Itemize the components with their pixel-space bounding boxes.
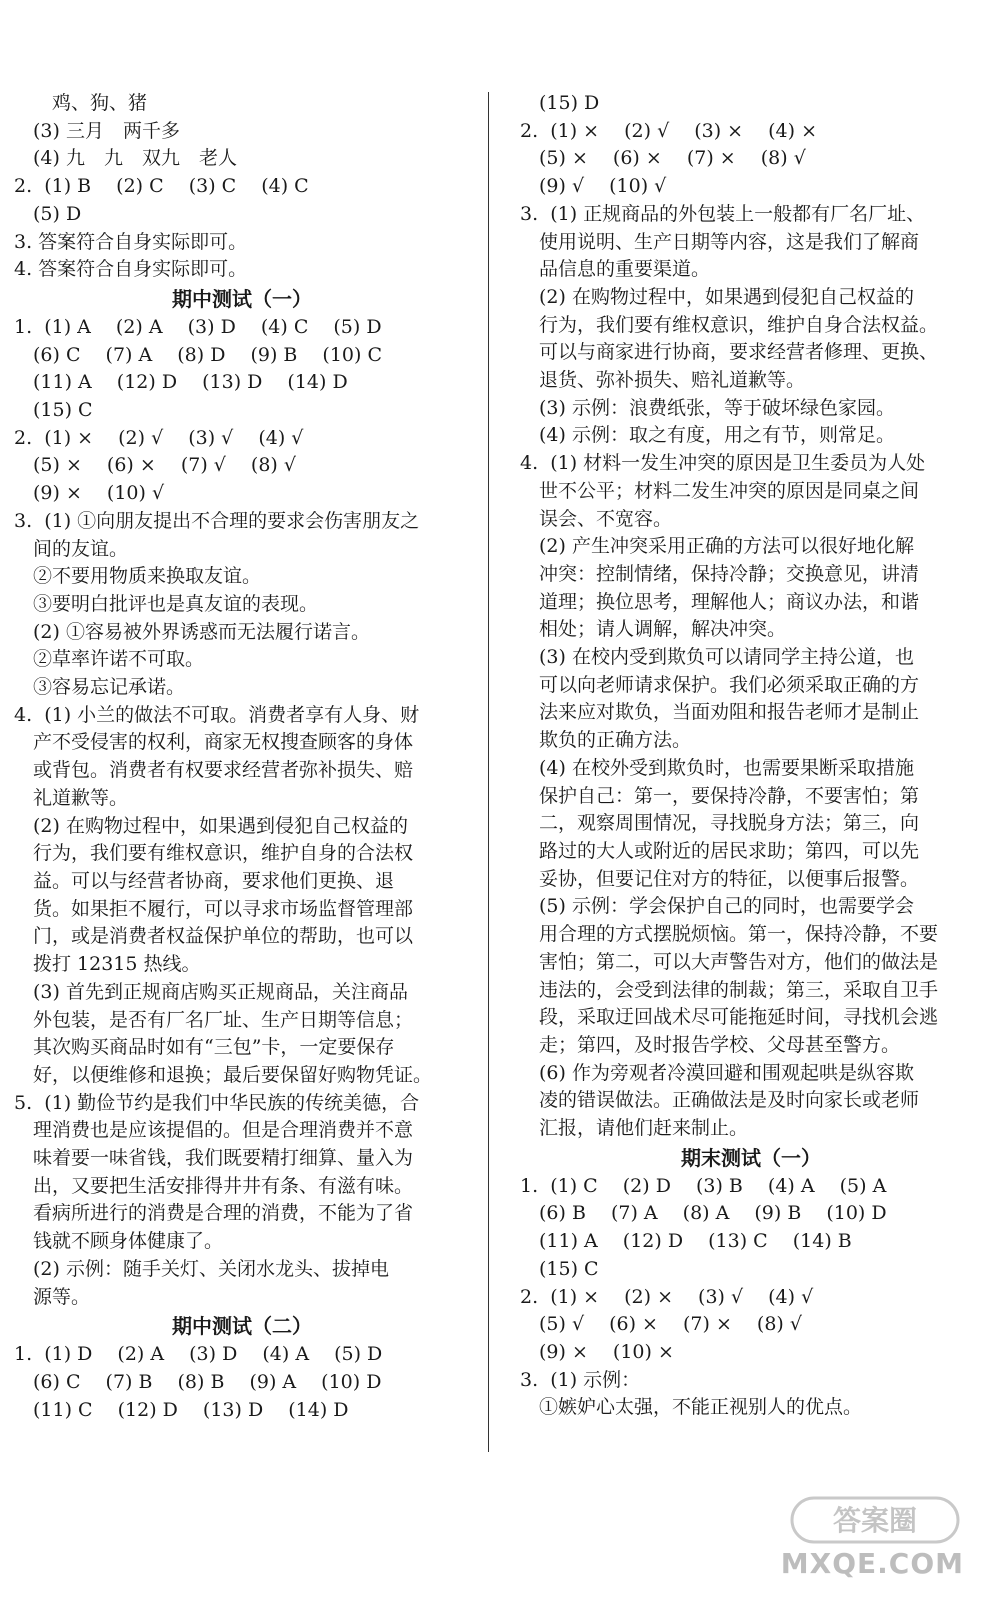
answer-line: 法来应对欺负，当面劝阻和报告老师才是制止 <box>520 701 920 724</box>
right-column <box>520 90 982 1422</box>
answer-line: (2) 产生冲突采用正确的方法可以很好地化解 <box>520 535 914 558</box>
answer-line: (3) 在校内受到欺负可以请同学主持公道，也 <box>520 646 914 669</box>
answer-line: (9) × (10) × <box>520 1340 674 1363</box>
answer-line: (6) B (7) A (8) A (9) B (10) D <box>520 1202 887 1225</box>
answer-line: ②草率许诺不可取。 <box>14 648 205 671</box>
answer-line: ①嫉妒心太强，不能正视别人的优点。 <box>520 1396 863 1419</box>
answer-line: ③容易忘记承诺。 <box>14 676 186 699</box>
answer-line: (5) D <box>14 202 82 225</box>
answer-line: 2. (1) × (2) √ (3) × (4) × <box>520 119 818 142</box>
answer-line: 段，采取迂回战术尽可能拖延时间，寻找机会逃 <box>520 1006 939 1029</box>
answer-line: 妥协，但要记住对方的特征，以便事后报警。 <box>520 867 920 890</box>
watermark-stamp-text: 答案圈 <box>832 1504 918 1537</box>
answer-line: 3. (1) 示例： <box>520 1368 641 1391</box>
left-column <box>14 90 470 1424</box>
answer-line: (5) × (6) × (7) × (8) √ <box>520 147 806 170</box>
answer-line: 世不公平；材料二发生冲突的原因是同桌之间 <box>520 479 920 502</box>
answer-line: 1. (1) D (2) A (3) D (4) A (5) D <box>14 1343 383 1366</box>
answer-line: 4. (1) 小兰的做法不可取。消费者享有人身、财 <box>14 703 420 726</box>
answer-line: (9) × (10) √ <box>14 482 165 505</box>
answer-line: 退货、弥补损失、赔礼道歉等。 <box>520 369 806 392</box>
answer-line: (9) √ (10) √ <box>520 175 667 198</box>
answer-line: (15) C <box>14 399 93 422</box>
answer-line: 钱就不顾身体健康了。 <box>14 1230 224 1253</box>
answer-line: 1. (1) C (2) D (3) B (4) A (5) A <box>520 1174 887 1197</box>
answer-line: (11) C (12) D (13) D (14) D <box>14 1398 349 1421</box>
answer-line: 3. 答案符合自身实际即可。 <box>14 230 248 253</box>
answer-line: 用合理的方式摆脱烦恼。第一，保持冷静，不要 <box>520 923 939 946</box>
answer-line: 路过的大人或附近的居民求助；第四，可以先 <box>520 839 920 862</box>
answer-line: 行为，我们要有维权意识，维护自身的合法权 <box>14 842 414 865</box>
answer-line: 产不受侵害的权利，商家无权搜查顾客的身体 <box>14 731 414 754</box>
answer-line: 好，以便维修和退换；最后要保留好购物凭证。 <box>14 1063 433 1086</box>
answer-line: (3) 示例：浪费纸张，等于破坏绿色家园。 <box>520 396 895 419</box>
answer-line: (2) 在购物过程中，如果遇到侵犯自己权益的 <box>14 814 408 837</box>
answer-line: (6) C (7) A (8) D (9) B (10) C <box>14 343 383 366</box>
answer-line: 5. (1) 勤俭节约是我们中华民族的传统美德，合 <box>14 1091 420 1114</box>
answer-line: 保护自己：第一，要保持冷静，不要害怕；第 <box>520 784 920 807</box>
answer-line: (2) 示例：随手关灯、关闭水龙头、拔掉电 <box>14 1257 389 1280</box>
answer-line: 鸡、狗、猪 <box>14 92 148 114</box>
answer-line: 4. 答案符合自身实际即可。 <box>14 258 248 281</box>
answer-line: 1. (1) A (2) A (3) D (4) C (5) D <box>14 315 382 338</box>
answer-line: 拨打 12315 热线。 <box>14 953 201 976</box>
answer-line: (4) 在校外受到欺负时，也需要果断采取措施 <box>520 756 914 779</box>
answer-line: 门，或是消费者权益保护单位的帮助，也可以 <box>14 925 414 948</box>
answer-line: 害怕；第二，可以大声警告对方，他们的做法是 <box>520 950 939 973</box>
answer-line: (11) A (12) D (13) D (14) D <box>14 371 348 394</box>
section-heading: 期末测试（一） <box>681 1145 821 1170</box>
answer-line: 凌的错误做法。正确做法是及时向家长或老师 <box>520 1089 920 1112</box>
answer-line: 使用说明、生产日期等内容，这是我们了解商 <box>520 230 920 253</box>
answer-line: 礼道歉等。 <box>14 786 129 809</box>
answer-line: 源等。 <box>14 1285 91 1308</box>
answer-line: 间的友谊。 <box>14 537 129 560</box>
answer-line: 看病所进行的消费是合理的消费，不能为了省 <box>14 1202 414 1225</box>
answer-line: 2. (1) × (2) √ (3) √ (4) √ <box>14 426 304 449</box>
answer-line: (5) √ (6) × (7) × (8) √ <box>520 1313 802 1336</box>
answer-line: (3) 首先到正规商店购买正规商品，关注商品 <box>14 980 408 1003</box>
answer-line: 3. (1) ①向朋友提出不合理的要求会伤害朋友之 <box>14 509 420 532</box>
answer-line: 出，又要把生活安排得井井有条、有滋有味。 <box>14 1174 414 1197</box>
answer-line: (15) C <box>520 1257 599 1280</box>
answer-line: (11) A (12) D (13) C (14) B <box>520 1230 852 1253</box>
column-divider <box>488 92 489 1452</box>
answer-line: 理消费也是应该提倡的。但是合理消费并不意 <box>14 1119 414 1142</box>
answer-line: 2. (1) × (2) × (3) √ (4) √ <box>520 1285 814 1308</box>
answer-line: 2. (1) B (2) C (3) C (4) C <box>14 175 309 198</box>
answer-line: 道理；换位思考，理解他人；商议办法，和谐 <box>520 590 920 613</box>
answer-line: 可以向老师请求保护。我们必须采取正确的方 <box>520 673 920 696</box>
answer-line: 3. (1) 正规商品的外包装上一般都有厂名厂址、 <box>520 202 926 225</box>
answer-line: 误会、不宽容。 <box>520 507 673 530</box>
answer-line: (4) 九 九 双九 老人 <box>14 147 237 170</box>
answer-line: (15) D <box>520 92 600 114</box>
answer-line: (6) C (7) B (8) B (9) A (10) D <box>14 1370 382 1393</box>
answer-line: 货。如果拒不履行，可以寻求市场监督管理部 <box>14 897 414 920</box>
answer-line: ③要明白批评也是真友谊的表现。 <box>14 592 319 615</box>
section-heading: 期中测试（一） <box>172 286 312 311</box>
answer-line: 4. (1) 材料一发生冲突的原因是卫生委员为人处 <box>520 452 926 475</box>
answer-line: (5) 示例：学会保护自己的同时，也需要学会 <box>520 895 914 918</box>
answer-line: 外包装，是否有厂名厂址、生产日期等信息； <box>14 1008 414 1031</box>
answer-line: 相处；请人调解，解决冲突。 <box>520 618 787 641</box>
answer-line: 冲突：控制情绪，保持冷静；交换意见，讲清 <box>520 562 920 585</box>
answer-line: 味着要一味省钱，我们既要精打细算、量入为 <box>14 1147 414 1170</box>
answer-line: 走；第四，及时报告学校、父母甚至警方。 <box>520 1033 901 1056</box>
answer-line: 可以与商家进行协商，要求经营者修理、更换、 <box>520 341 939 364</box>
answer-line: (3) 三月 两千多 <box>14 119 180 142</box>
section-heading: 期中测试（二） <box>172 1314 312 1339</box>
watermark <box>782 1494 972 1586</box>
answer-line: ②不要用物质来换取友谊。 <box>14 565 262 588</box>
answer-line: 或背包。消费者有权要求经营者弥补损失、赔 <box>14 759 414 782</box>
answer-line: 欺负的正确方法。 <box>520 729 692 752</box>
answer-line: 品信息的重要渠道。 <box>520 258 711 281</box>
watermark-text: MXQE.COM <box>780 1547 964 1580</box>
answer-line: 行为，我们要有维权意识，维护自身合法权益。 <box>520 313 939 336</box>
answer-line: (5) × (6) × (7) √ (8) √ <box>14 454 296 477</box>
answer-line: (6) 作为旁观者冷漠回避和围观起哄是纵容欺 <box>520 1061 914 1084</box>
answer-line: 违法的，会受到法律的制裁；第三，采取自卫手 <box>520 978 939 1001</box>
answer-line: 其次购买商品时如有“三包”卡，一定要保存 <box>14 1036 395 1059</box>
answer-line: (2) ①容易被外界诱惑而无法履行诺言。 <box>14 620 370 643</box>
answer-line: 二，观察周围情况，寻找脱身方法；第三，向 <box>520 812 920 835</box>
answer-line: (2) 在购物过程中，如果遇到侵犯自己权益的 <box>520 285 914 308</box>
watermark-logo <box>790 1494 960 1546</box>
answer-line: (4) 示例：取之有度，用之有节，则常足。 <box>520 424 895 447</box>
answer-line: 汇报，请他们赶来制止。 <box>520 1117 749 1140</box>
answer-line: 益。可以与经营者协商，要求他们更换、退 <box>14 869 395 892</box>
